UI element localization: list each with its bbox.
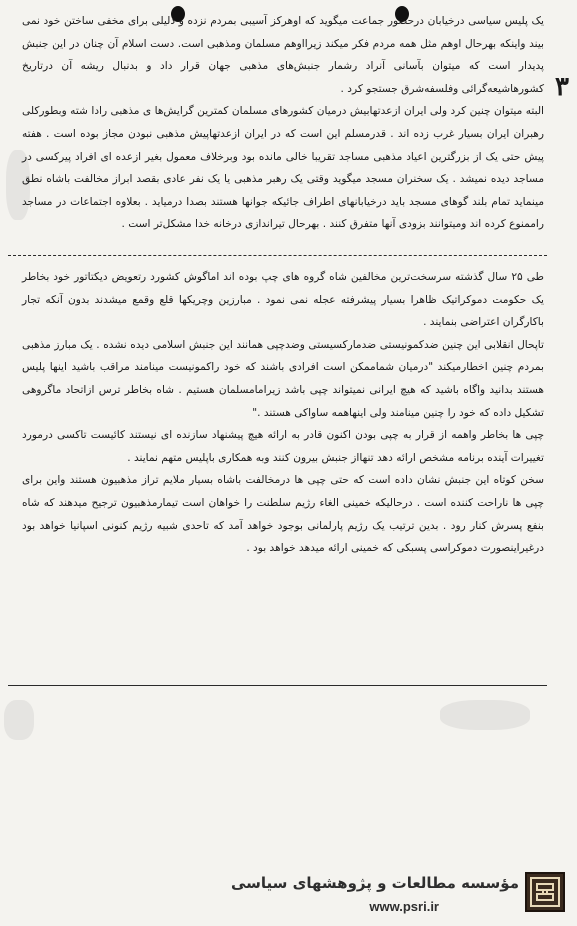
institute-logo-icon: [525, 872, 565, 912]
paragraph: یک پلیس سیاسی درخیابان درحضور جماعت میگوید که اوهرکز آسیبی بمردم نزده و دلیلی برای مخفی ساختن خود نمی بیند واینکه بهرحال اوهم مثل همه مردم فکر میکند زیرااوهم مسلمان ومذهبی است. دست اسلام آن چنان در این جنبش پدیدار است که میتوان بآسانی آنراد رشمار جنبش‌های مذهبی جهان قرار داد و بدنبال ریشه آن درتاریخ کشورهاشیعه‌گرائی وفلسفه‌شرق جستجو کرد .: [22, 15, 544, 95]
page-number: ۳: [555, 72, 569, 102]
institute-url[interactable]: www.psri.ir: [369, 899, 439, 914]
paper-stain: [4, 700, 34, 740]
paragraph: چپی ها بخاطر واهمه از قرار به چپی بودن اکنون قادر به ارائه هیچ پیشنهاد سازنده ای نیستند کائیست تاکسی درمورد تغییرات آینده برنامه مشخص ارائه دهد تنهااز جنبش بیرون کنند وبه همکاری باپلیس متهم نمایند .: [22, 429, 544, 464]
section-divider: [8, 255, 547, 256]
paragraph: البته میتوان چنین کرد ولی ایران ازعدتهابیش درمیان کشورهای مسلمان کمترین گرایش‌ها ی مذهبی رادا شته وبطورکلی رهبران ایران بسیار غرب زده اند . قدرمسلم این است که در ایران ازعدتهاپیش مذهبی نبودن مجاز بوده است . هفته پیش حتی یک از بزرگترین اعیاد مذهبی مساجد تقریبا خالی مانده بود وبرخلاف معمول بغیر ازعده ای افراد پیرکسی در مساجد دیده نمیشد . یک سخنران مسجد میگوید وقتی یک رهبر مذهبی یا یک نفر عادی بقصد ابراز مخالفت باشاه نطق مینماید تمام بلند گوهای مسجد باید درخیابانهای اطراف جائیکه جوانها هستند بصدا درمیاید . بعلاوه اجتماعات در مساجد راممنوع کرده اند ومیتوانند بزودی آنها متفرق کنند . بهرحال تیراندازی درخانه خدا مشکل‌تر است .: [22, 105, 544, 231]
text-block-bottom: [22, 266, 544, 560]
paragraph: طی ۲۵ سال گذشته سرسخت‌ترین مخالفین شاه گروه های چپ بوده اند اماگوش کشورد رتعویض دیکتاتور خود بخاطر یک حکومت دموکراتیک ظاهرا بسیار پیشرفته عجله نمی نمود . مبارزین وچریکها قلع وقمع میشدند بدون آنکه تجار باکارگران اعتراضی بنمایند .: [22, 271, 544, 329]
paragraph: تاپحال انقلابی این چنین ضدکمونیستی ضدمارکسیستی وضدچپی همانند این جنبش اسلامی دیده نشده . یک مبارز مذهبی بمردم چنین اخطارمیکند "درمیان شماممکن است افرادی باشند که خود راکمونیست مینامند مراقب باشید اینها پلیس هستند بدانید واگاه باشید که هیچ ایرانی نمیتواند چپی باشد زیرامامسلمان هستیم . شاه بخاطر ترس ازاتحاد ماگروهی تشکیل داده که خود را چنین مینامند ولی اینهاهمه ساواکی هستند .": [22, 338, 544, 419]
section-divider: [8, 685, 547, 686]
paragraph: سخن کوتاه این جنبش نشان داده است که حتی چپی ها درمخالفت باشاه بسیار ملایم تراز مذهبیون هستند واین برای چپی ها ناراحت کننده است . درحالیکه خمینی الغاء رژیم سلطنت را خواهان است تیمارمذهبیون ترجیح میدهند که شاه بنفع پسرش کنار رود . بدین ترتیب یک رژیم پارلمانی بوجود خواهد آمد که تاحدی شبیه رژیم کنونی اسپانیا خواهد بود درغیراینصورت دموکراسی پسبکی که خمینی ارائه میدهد خواهد بود .: [22, 474, 544, 555]
logo-pattern-icon: [529, 876, 561, 908]
institute-name: مؤسسه مطالعات و پژوهشهای سیاسی: [230, 874, 519, 892]
paper-stain: [440, 700, 530, 730]
text-block-top: [22, 10, 544, 236]
